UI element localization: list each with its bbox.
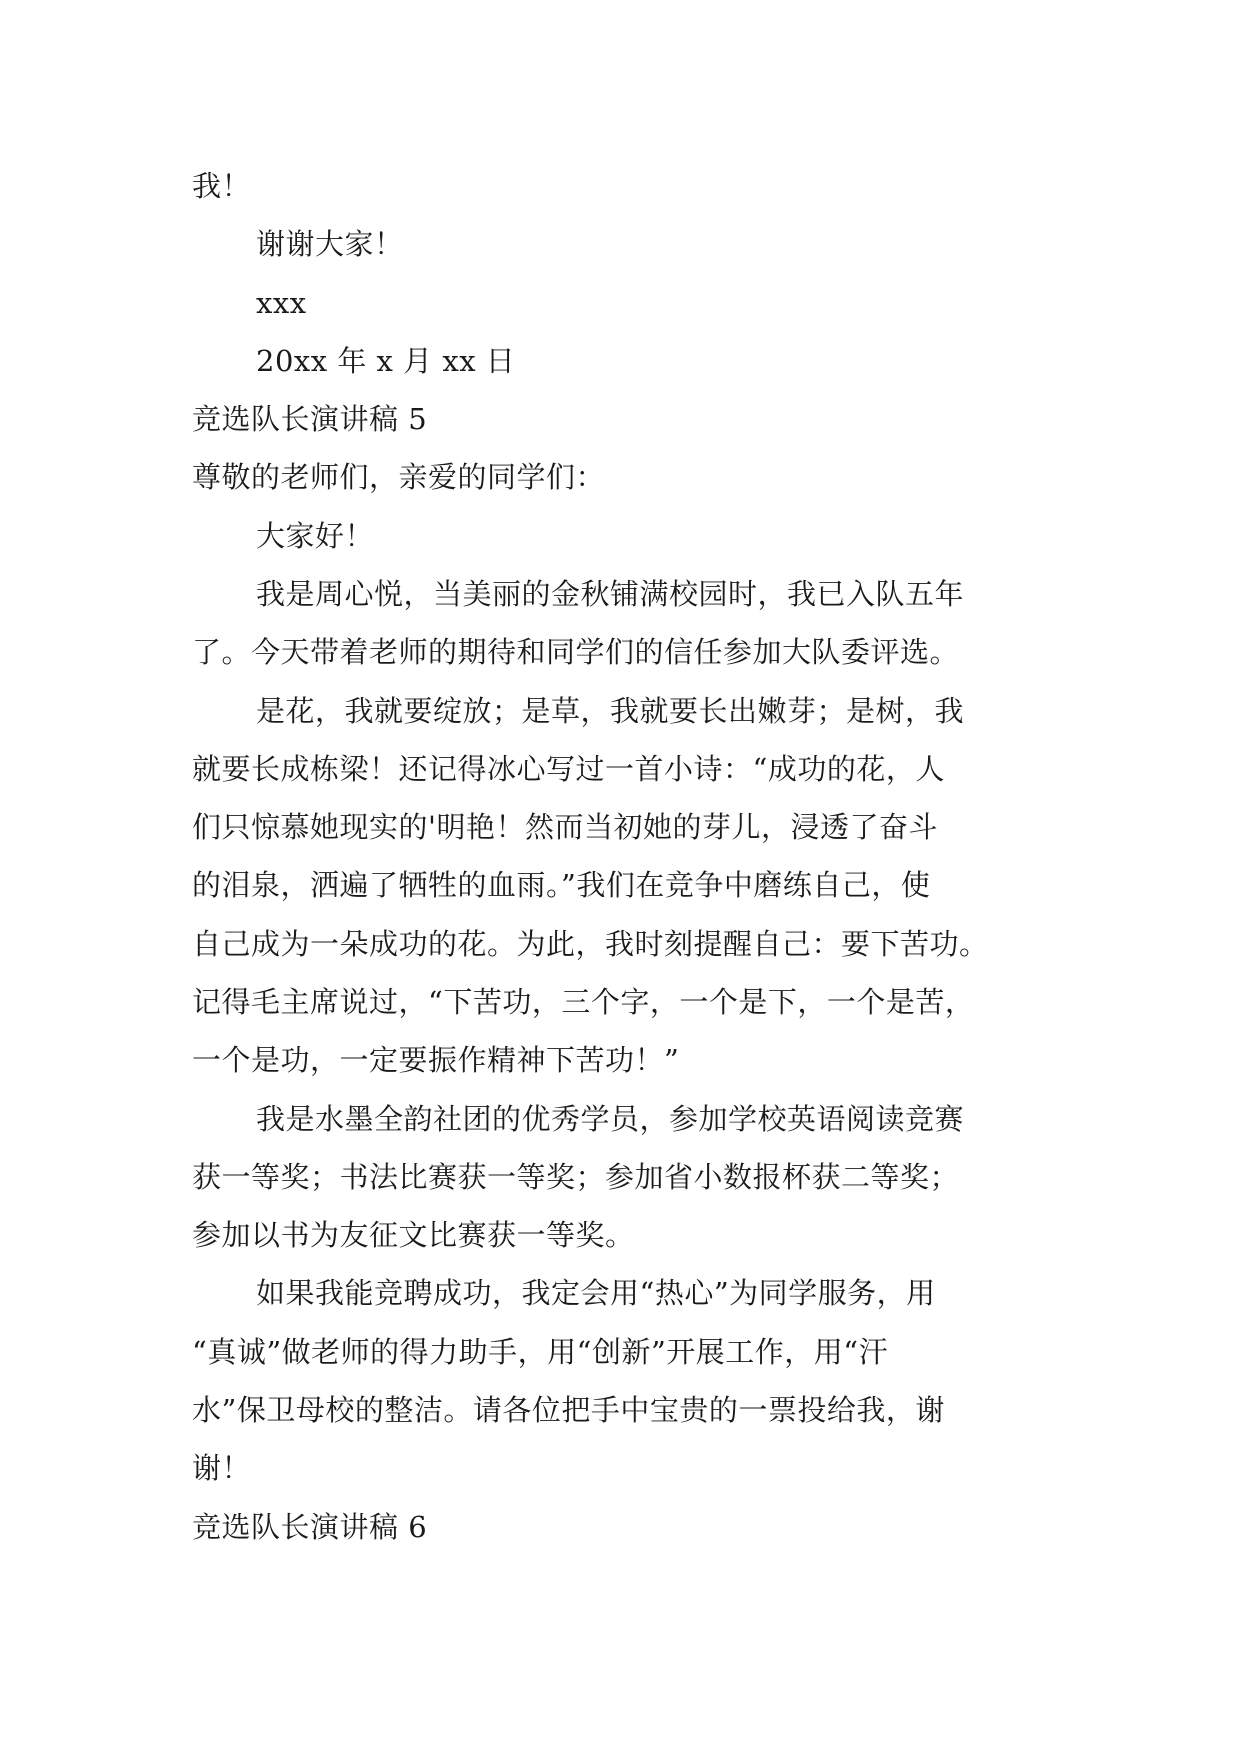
text-line: 参加以书为友征文比赛获一等奖。 [192, 1218, 635, 1252]
text-line: 获一等奖；书法比赛获一等奖；参加省小数报杯获二等奖； [192, 1160, 960, 1194]
text-line: 如果我能竞聘成功，我定会用“热心”为同学服务，用 [256, 1276, 936, 1310]
section-heading: 竞选队长演讲稿 6 [192, 1510, 428, 1544]
text-line: 的泪泉，洒遍了牺牲的血雨。”我们在竞争中磨练自己，使 [192, 868, 931, 902]
text-line: 20xx 年 x 月 xx 日 [256, 344, 516, 378]
text-line: 记得毛主席说过，“下苦功，三个字，一个是下，一个是苦， [192, 985, 975, 1019]
text-line: 了。今天带着老师的期待和同学们的信任参加大队委评选。 [192, 635, 960, 669]
text-line: 我！ [192, 169, 252, 203]
text-line: “真诚”做老师的得力助手，用“创新”开展工作，用“汗 [192, 1335, 889, 1369]
salutation: 尊敬的老师们，亲爱的同学们： [192, 460, 606, 494]
text-line: 大家好！ [256, 519, 375, 553]
text-line: 谢！ [192, 1451, 252, 1485]
text-line: 谢谢大家！ [256, 227, 404, 261]
text-line: 我是周心悦，当美丽的金秋铺满校园时，我已入队五年 [256, 577, 965, 611]
text-line: 水”保卫母校的整洁。请各位把手中宝贵的一票投给我，谢 [192, 1393, 945, 1427]
text-line: 就要长成栋梁！还记得冰心写过一首小诗：“成功的花，人 [192, 752, 945, 786]
text-line: 们只惊慕她现实的'明艳！然而当初她的芽儿，浸透了奋斗 [192, 810, 938, 844]
section-heading: 竞选队长演讲稿 5 [192, 402, 428, 436]
text-line: xxx [256, 286, 307, 320]
text-line: 是花，我就要绽放；是草，我就要长出嫩芽；是树，我 [256, 694, 965, 728]
text-line: 我是水墨全韵社团的优秀学员，参加学校英语阅读竞赛 [256, 1102, 965, 1136]
text-line: 一个是功，一定要振作精神下苦功！” [192, 1043, 680, 1077]
text-line: 自己成为一朵成功的花。为此，我时刻提醒自己：要下苦功。 [192, 927, 989, 961]
